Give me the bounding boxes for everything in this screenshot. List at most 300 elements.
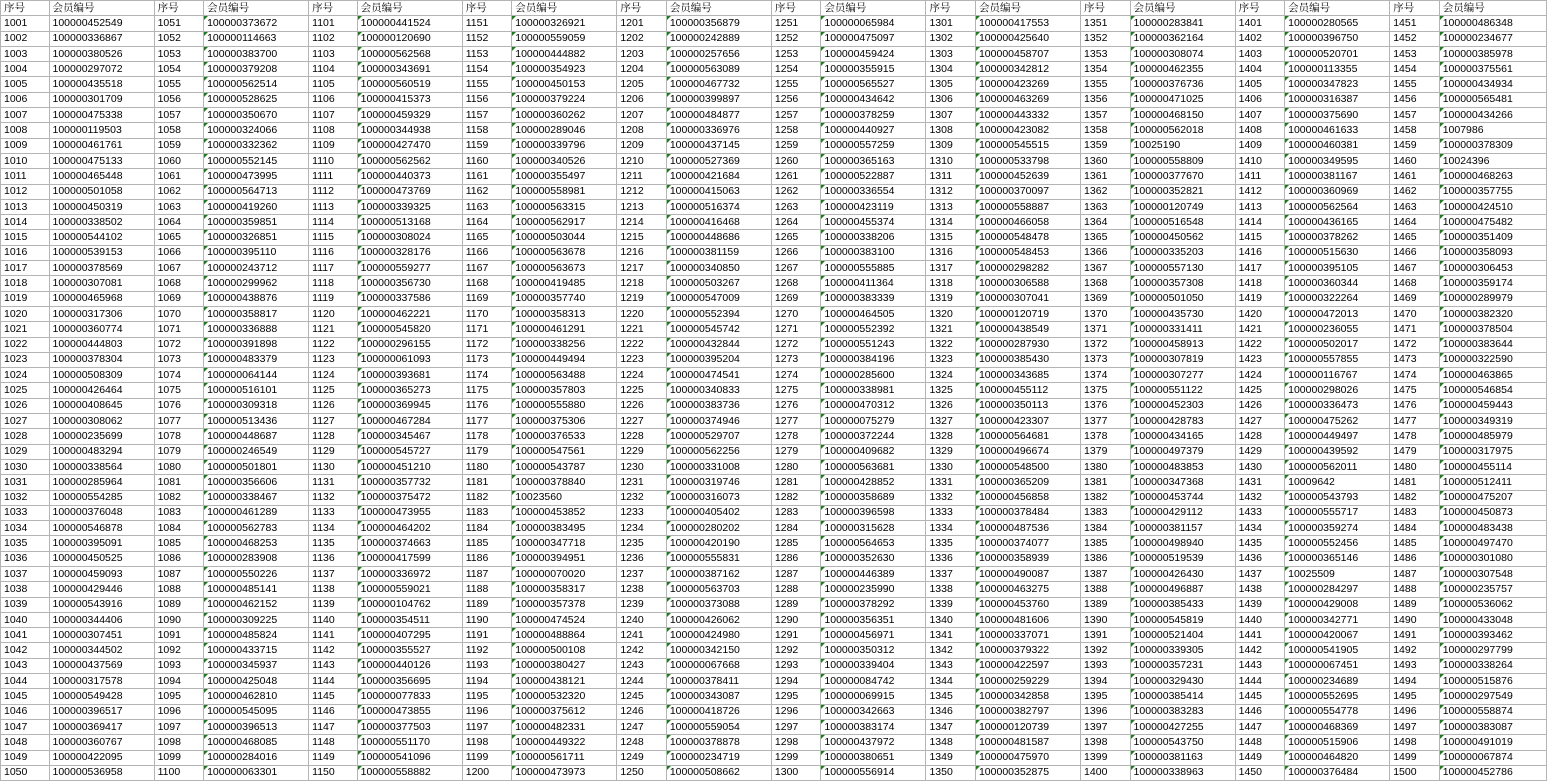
member-id-cell[interactable]: 100000372244 xyxy=(821,429,926,444)
seq-cell[interactable]: 1038 xyxy=(1,582,50,597)
seq-cell[interactable]: 1313 xyxy=(926,199,976,214)
member-id-cell[interactable]: 100000338206 xyxy=(821,230,926,245)
member-id-cell[interactable]: 100000119503 xyxy=(49,123,154,138)
seq-cell[interactable]: 1282 xyxy=(771,490,821,505)
seq-cell[interactable]: 1145 xyxy=(309,689,358,704)
member-id-cell[interactable]: 100000425048 xyxy=(204,674,309,689)
seq-cell[interactable]: 1091 xyxy=(154,628,204,643)
seq-cell[interactable]: 1320 xyxy=(926,306,976,321)
seq-cell[interactable]: 1253 xyxy=(771,46,821,61)
member-id-cell[interactable]: 100000415373 xyxy=(357,92,462,107)
seq-cell[interactable]: 1376 xyxy=(1081,398,1131,413)
member-id-cell[interactable]: 100000562011 xyxy=(1285,459,1390,474)
seq-cell[interactable]: 1381 xyxy=(1081,475,1131,490)
seq-cell[interactable]: 1406 xyxy=(1235,92,1285,107)
seq-cell[interactable]: 1437 xyxy=(1235,566,1285,581)
seq-cell[interactable]: 1479 xyxy=(1390,444,1440,459)
member-id-cell[interactable]: 100000548453 xyxy=(975,245,1080,260)
seq-cell[interactable]: 1119 xyxy=(309,291,358,306)
member-id-cell[interactable]: 100000428783 xyxy=(1130,414,1235,429)
seq-cell[interactable]: 1277 xyxy=(771,414,821,429)
seq-cell[interactable]: 1068 xyxy=(154,276,204,291)
header-seq[interactable]: 序号 xyxy=(1235,1,1285,16)
member-id-cell[interactable]: 100000349595 xyxy=(1285,153,1390,168)
seq-cell[interactable]: 1339 xyxy=(926,597,976,612)
member-id-cell[interactable]: 100000336473 xyxy=(1285,398,1390,413)
member-id-cell[interactable]: 100000352630 xyxy=(821,551,926,566)
seq-cell[interactable]: 1353 xyxy=(1081,46,1131,61)
seq-cell[interactable]: 1161 xyxy=(462,169,512,184)
seq-cell[interactable]: 1113 xyxy=(309,199,358,214)
seq-cell[interactable]: 1423 xyxy=(1235,352,1285,367)
seq-cell[interactable]: 1241 xyxy=(617,628,667,643)
member-id-cell[interactable]: 100000554778 xyxy=(1285,704,1390,719)
member-id-cell[interactable]: 100000434165 xyxy=(1130,429,1235,444)
seq-cell[interactable]: 1014 xyxy=(1,215,50,230)
seq-cell[interactable]: 1484 xyxy=(1390,521,1440,536)
member-id-cell[interactable]: 100000382320 xyxy=(1439,306,1546,321)
member-id-cell[interactable]: 100000301080 xyxy=(1439,551,1546,566)
seq-cell[interactable]: 1429 xyxy=(1235,444,1285,459)
seq-cell[interactable]: 1078 xyxy=(154,429,204,444)
member-id-cell[interactable]: 100000562562 xyxy=(357,153,462,168)
member-id-cell[interactable]: 100000337071 xyxy=(975,628,1080,643)
seq-cell[interactable]: 1099 xyxy=(154,750,204,765)
seq-cell[interactable]: 1442 xyxy=(1235,643,1285,658)
member-id-cell[interactable]: 100000562514 xyxy=(204,77,309,92)
member-id-cell[interactable]: 100000473973 xyxy=(512,765,617,780)
header-member-id[interactable]: 会员编号 xyxy=(1130,1,1235,16)
member-id-cell[interactable]: 100000543793 xyxy=(1285,490,1390,505)
member-id-cell[interactable]: 100000453760 xyxy=(975,597,1080,612)
member-id-cell[interactable]: 100000466058 xyxy=(975,215,1080,230)
member-id-cell[interactable]: 100000336972 xyxy=(357,566,462,581)
seq-cell[interactable]: 1140 xyxy=(309,612,358,627)
member-id-cell[interactable]: 100000562018 xyxy=(1130,123,1235,138)
member-id-cell[interactable]: 100000350113 xyxy=(975,398,1080,413)
seq-cell[interactable]: 1234 xyxy=(617,521,667,536)
seq-cell[interactable]: 1125 xyxy=(309,383,358,398)
header-seq[interactable]: 序号 xyxy=(1390,1,1440,16)
seq-cell[interactable]: 1186 xyxy=(462,551,512,566)
seq-cell[interactable]: 1222 xyxy=(617,337,667,352)
seq-cell[interactable]: 1491 xyxy=(1390,628,1440,643)
member-id-cell[interactable]: 100000417553 xyxy=(975,16,1080,31)
seq-cell[interactable]: 1093 xyxy=(154,658,204,673)
member-id-cell[interactable]: 100000562256 xyxy=(666,444,771,459)
seq-cell[interactable]: 1169 xyxy=(462,291,512,306)
seq-cell[interactable]: 1094 xyxy=(154,674,204,689)
seq-cell[interactable]: 1108 xyxy=(309,123,358,138)
member-id-cell[interactable]: 100000383700 xyxy=(204,46,309,61)
seq-cell[interactable]: 1416 xyxy=(1235,245,1285,260)
member-id-cell[interactable]: 100000328176 xyxy=(357,245,462,260)
seq-cell[interactable]: 1225 xyxy=(617,383,667,398)
member-id-cell[interactable]: 100000424510 xyxy=(1439,199,1546,214)
member-id-cell[interactable]: 100000064144 xyxy=(204,368,309,383)
member-id-cell[interactable]: 100000423269 xyxy=(975,77,1080,92)
member-id-cell[interactable]: 100000308024 xyxy=(357,230,462,245)
seq-cell[interactable]: 1067 xyxy=(154,261,204,276)
member-id-cell[interactable]: 100000344502 xyxy=(49,643,154,658)
member-id-cell[interactable]: 100000298026 xyxy=(1285,383,1390,398)
seq-cell[interactable]: 1064 xyxy=(154,215,204,230)
member-id-cell[interactable]: 100000067668 xyxy=(666,658,771,673)
seq-cell[interactable]: 1417 xyxy=(1235,261,1285,276)
seq-cell[interactable]: 1303 xyxy=(926,46,976,61)
member-id-cell[interactable]: 100000374663 xyxy=(357,536,462,551)
seq-cell[interactable]: 1009 xyxy=(1,138,50,153)
member-id-cell[interactable]: 100000360969 xyxy=(1285,184,1390,199)
member-id-cell[interactable]: 100000439592 xyxy=(1285,444,1390,459)
seq-cell[interactable]: 1114 xyxy=(309,215,358,230)
seq-cell[interactable]: 1267 xyxy=(771,261,821,276)
seq-cell[interactable]: 1135 xyxy=(309,536,358,551)
member-id-cell[interactable]: 100000376736 xyxy=(1130,77,1235,92)
member-id-cell[interactable]: 100000338264 xyxy=(1439,658,1546,673)
member-id-cell[interactable]: 100000362164 xyxy=(1130,31,1235,46)
seq-cell[interactable]: 1374 xyxy=(1081,368,1131,383)
member-id-cell[interactable]: 100000461289 xyxy=(204,505,309,520)
seq-cell[interactable]: 1291 xyxy=(771,628,821,643)
member-id-cell[interactable]: 100000383283 xyxy=(1130,704,1235,719)
seq-cell[interactable]: 1409 xyxy=(1235,138,1285,153)
seq-cell[interactable]: 1095 xyxy=(154,689,204,704)
seq-cell[interactable]: 1438 xyxy=(1235,582,1285,597)
member-id-cell[interactable]: 100000513436 xyxy=(204,414,309,429)
seq-cell[interactable]: 1199 xyxy=(462,750,512,765)
seq-cell[interactable]: 1470 xyxy=(1390,306,1440,321)
member-id-cell[interactable]: 100000475482 xyxy=(1439,215,1546,230)
seq-cell[interactable]: 1337 xyxy=(926,566,976,581)
member-id-cell[interactable]: 100000360344 xyxy=(1285,276,1390,291)
member-id-cell[interactable]: 100000308062 xyxy=(49,414,154,429)
member-id-cell[interactable]: 100000063301 xyxy=(204,765,309,780)
member-id-cell[interactable]: 100000429446 xyxy=(49,582,154,597)
seq-cell[interactable]: 1190 xyxy=(462,612,512,627)
member-id-cell[interactable]: 100000503267 xyxy=(666,276,771,291)
member-id-cell[interactable]: 100000422095 xyxy=(49,750,154,765)
seq-cell[interactable]: 1500 xyxy=(1390,765,1440,780)
seq-cell[interactable]: 1450 xyxy=(1235,765,1285,780)
seq-cell[interactable]: 1289 xyxy=(771,597,821,612)
member-id-cell[interactable]: 100000385978 xyxy=(1439,46,1546,61)
member-id-cell[interactable]: 100000501050 xyxy=(1130,291,1235,306)
header-seq[interactable]: 序号 xyxy=(309,1,358,16)
seq-cell[interactable]: 1007 xyxy=(1,108,50,123)
member-id-cell[interactable]: 100000562783 xyxy=(204,521,309,536)
header-seq[interactable]: 序号 xyxy=(462,1,512,16)
member-id-cell[interactable]: 100000545727 xyxy=(357,444,462,459)
member-id-cell[interactable]: 100000528625 xyxy=(204,92,309,107)
seq-cell[interactable]: 1191 xyxy=(462,628,512,643)
member-id-cell[interactable]: 100000373672 xyxy=(204,16,309,31)
seq-cell[interactable]: 1243 xyxy=(617,658,667,673)
member-id-cell[interactable]: 1007986 xyxy=(1439,123,1546,138)
seq-cell[interactable]: 1260 xyxy=(771,153,821,168)
member-id-cell[interactable]: 100000393681 xyxy=(357,368,462,383)
member-id-cell[interactable]: 100000440126 xyxy=(357,658,462,673)
seq-cell[interactable]: 1276 xyxy=(771,398,821,413)
member-id-cell[interactable]: 100000532320 xyxy=(512,689,617,704)
member-id-cell[interactable]: 100000464202 xyxy=(357,521,462,536)
seq-cell[interactable]: 1073 xyxy=(154,352,204,367)
seq-cell[interactable]: 1213 xyxy=(617,199,667,214)
member-id-cell[interactable]: 100000350670 xyxy=(204,108,309,123)
member-id-cell[interactable]: 10025190 xyxy=(1130,138,1235,153)
seq-cell[interactable]: 1434 xyxy=(1235,521,1285,536)
seq-cell[interactable]: 1413 xyxy=(1235,199,1285,214)
seq-cell[interactable]: 1116 xyxy=(309,245,358,260)
seq-cell[interactable]: 1494 xyxy=(1390,674,1440,689)
seq-cell[interactable]: 1082 xyxy=(154,490,204,505)
seq-cell[interactable]: 1420 xyxy=(1235,306,1285,321)
seq-cell[interactable]: 1305 xyxy=(926,77,976,92)
seq-cell[interactable]: 1013 xyxy=(1,199,50,214)
member-id-cell[interactable]: 100000383644 xyxy=(1439,337,1546,352)
member-id-cell[interactable]: 100000521404 xyxy=(1130,628,1235,643)
seq-cell[interactable]: 1371 xyxy=(1081,322,1131,337)
member-id-cell[interactable]: 100000472013 xyxy=(1285,306,1390,321)
seq-cell[interactable]: 1210 xyxy=(617,153,667,168)
member-id-cell[interactable]: 100000359851 xyxy=(204,215,309,230)
member-id-cell[interactable]: 100000336554 xyxy=(821,184,926,199)
seq-cell[interactable]: 1165 xyxy=(462,230,512,245)
seq-cell[interactable]: 1366 xyxy=(1081,245,1131,260)
member-id-cell[interactable]: 100000283841 xyxy=(1130,16,1235,31)
seq-cell[interactable]: 1238 xyxy=(617,582,667,597)
member-id-cell[interactable]: 100000243712 xyxy=(204,261,309,276)
seq-cell[interactable]: 1475 xyxy=(1390,383,1440,398)
seq-cell[interactable]: 1208 xyxy=(617,123,667,138)
member-id-cell[interactable]: 100000339325 xyxy=(357,199,462,214)
seq-cell[interactable]: 1375 xyxy=(1081,383,1131,398)
member-id-cell[interactable]: 100000307548 xyxy=(1439,566,1546,581)
member-id-cell[interactable]: 100000437145 xyxy=(666,138,771,153)
member-id-cell[interactable]: 100000563703 xyxy=(666,582,771,597)
member-id-cell[interactable]: 100000551243 xyxy=(821,337,926,352)
seq-cell[interactable]: 1321 xyxy=(926,322,976,337)
member-id-cell[interactable]: 100000452549 xyxy=(49,16,154,31)
member-id-cell[interactable]: 100000357231 xyxy=(1130,658,1235,673)
seq-cell[interactable]: 1175 xyxy=(462,383,512,398)
seq-cell[interactable]: 1331 xyxy=(926,475,976,490)
seq-cell[interactable]: 1287 xyxy=(771,566,821,581)
seq-cell[interactable]: 1457 xyxy=(1390,108,1440,123)
seq-cell[interactable]: 1022 xyxy=(1,337,50,352)
member-id-cell[interactable]: 100000383174 xyxy=(821,719,926,734)
seq-cell[interactable]: 1327 xyxy=(926,414,976,429)
seq-cell[interactable]: 1066 xyxy=(154,245,204,260)
member-id-cell[interactable]: 100000498940 xyxy=(1130,536,1235,551)
seq-cell[interactable]: 1292 xyxy=(771,643,821,658)
seq-cell[interactable]: 1324 xyxy=(926,368,976,383)
seq-cell[interactable]: 1209 xyxy=(617,138,667,153)
member-id-cell[interactable]: 100000352875 xyxy=(975,765,1080,780)
seq-cell[interactable]: 1047 xyxy=(1,719,50,734)
member-id-cell[interactable]: 100000444803 xyxy=(49,337,154,352)
member-id-cell[interactable]: 100000297799 xyxy=(1439,643,1546,658)
member-id-cell[interactable]: 100000416468 xyxy=(666,215,771,230)
seq-cell[interactable]: 1005 xyxy=(1,77,50,92)
seq-cell[interactable]: 1220 xyxy=(617,306,667,321)
seq-cell[interactable]: 1235 xyxy=(617,536,667,551)
seq-cell[interactable]: 1336 xyxy=(926,551,976,566)
seq-cell[interactable]: 1397 xyxy=(1081,719,1131,734)
member-id-cell[interactable]: 100000376533 xyxy=(512,429,617,444)
member-id-cell[interactable]: 100000287930 xyxy=(975,337,1080,352)
member-id-cell[interactable]: 100000563089 xyxy=(666,62,771,77)
seq-cell[interactable]: 1433 xyxy=(1235,505,1285,520)
seq-cell[interactable]: 1334 xyxy=(926,521,976,536)
seq-cell[interactable]: 1183 xyxy=(462,505,512,520)
seq-cell[interactable]: 1468 xyxy=(1390,276,1440,291)
seq-cell[interactable]: 1480 xyxy=(1390,459,1440,474)
seq-cell[interactable]: 1297 xyxy=(771,719,821,734)
seq-cell[interactable]: 1255 xyxy=(771,77,821,92)
member-id-cell[interactable]: 100000419260 xyxy=(204,199,309,214)
seq-cell[interactable]: 1359 xyxy=(1081,138,1131,153)
member-id-cell[interactable]: 100000461291 xyxy=(512,322,617,337)
member-id-cell[interactable]: 100000473955 xyxy=(357,505,462,520)
seq-cell[interactable]: 1478 xyxy=(1390,429,1440,444)
member-id-cell[interactable]: 100000360767 xyxy=(49,735,154,750)
member-id-cell[interactable]: 100000423082 xyxy=(975,123,1080,138)
member-id-cell[interactable]: 100000516548 xyxy=(1130,215,1235,230)
member-id-cell[interactable]: 100000424980 xyxy=(666,628,771,643)
seq-cell[interactable]: 1017 xyxy=(1,261,50,276)
member-id-cell[interactable]: 100000490087 xyxy=(975,566,1080,581)
member-id-cell[interactable]: 100000474524 xyxy=(512,612,617,627)
member-id-cell[interactable]: 100000429008 xyxy=(1285,597,1390,612)
member-id-cell[interactable]: 100000555831 xyxy=(666,551,771,566)
seq-cell[interactable]: 1202 xyxy=(617,31,667,46)
seq-cell[interactable]: 1026 xyxy=(1,398,50,413)
member-id-cell[interactable]: 100000289046 xyxy=(512,123,617,138)
seq-cell[interactable]: 1262 xyxy=(771,184,821,199)
member-id-cell[interactable]: 100000503044 xyxy=(512,230,617,245)
seq-cell[interactable]: 1077 xyxy=(154,414,204,429)
seq-cell[interactable]: 1342 xyxy=(926,643,976,658)
member-id-cell[interactable]: 100000342150 xyxy=(666,643,771,658)
member-id-cell[interactable]: 100000488864 xyxy=(512,628,617,643)
seq-cell[interactable]: 1128 xyxy=(309,429,358,444)
seq-cell[interactable]: 1177 xyxy=(462,414,512,429)
seq-cell[interactable]: 1136 xyxy=(309,551,358,566)
seq-cell[interactable]: 1488 xyxy=(1390,582,1440,597)
seq-cell[interactable]: 1072 xyxy=(154,337,204,352)
member-id-cell[interactable]: 100000559021 xyxy=(357,582,462,597)
seq-cell[interactable]: 1430 xyxy=(1235,459,1285,474)
seq-cell[interactable]: 1403 xyxy=(1235,46,1285,61)
seq-cell[interactable]: 1304 xyxy=(926,62,976,77)
seq-cell[interactable]: 1012 xyxy=(1,184,50,199)
member-id-cell[interactable]: 100000381167 xyxy=(1285,169,1390,184)
seq-cell[interactable]: 1293 xyxy=(771,658,821,673)
member-id-cell[interactable]: 100000515630 xyxy=(1285,245,1390,260)
member-id-cell[interactable]: 100000547561 xyxy=(512,444,617,459)
seq-cell[interactable]: 1365 xyxy=(1081,230,1131,245)
seq-cell[interactable]: 1421 xyxy=(1235,322,1285,337)
member-id-cell[interactable]: 100000408645 xyxy=(49,398,154,413)
member-id-cell[interactable]: 100000326921 xyxy=(512,16,617,31)
seq-cell[interactable]: 1308 xyxy=(926,123,976,138)
seq-cell[interactable]: 1030 xyxy=(1,459,50,474)
member-id-cell[interactable]: 100000409682 xyxy=(821,444,926,459)
member-id-cell[interactable]: 100000564653 xyxy=(821,536,926,551)
seq-cell[interactable]: 1272 xyxy=(771,337,821,352)
seq-cell[interactable]: 1344 xyxy=(926,674,976,689)
member-id-cell[interactable]: 100000464820 xyxy=(1285,750,1390,765)
seq-cell[interactable]: 1083 xyxy=(154,505,204,520)
seq-cell[interactable]: 1448 xyxy=(1235,735,1285,750)
member-id-cell[interactable]: 100000354923 xyxy=(512,62,617,77)
seq-cell[interactable]: 1299 xyxy=(771,750,821,765)
seq-cell[interactable]: 1126 xyxy=(309,398,358,413)
seq-cell[interactable]: 1499 xyxy=(1390,750,1440,765)
member-id-cell[interactable]: 100000473855 xyxy=(357,704,462,719)
seq-cell[interactable]: 1120 xyxy=(309,306,358,321)
header-member-id[interactable]: 会员编号 xyxy=(975,1,1080,16)
header-seq[interactable]: 序号 xyxy=(771,1,821,16)
seq-cell[interactable]: 1465 xyxy=(1390,230,1440,245)
seq-cell[interactable]: 1329 xyxy=(926,444,976,459)
seq-cell[interactable]: 1043 xyxy=(1,658,50,673)
seq-cell[interactable]: 1432 xyxy=(1235,490,1285,505)
member-id-cell[interactable]: 100000369417 xyxy=(49,719,154,734)
member-id-cell[interactable]: 100000399897 xyxy=(666,92,771,107)
seq-cell[interactable]: 1245 xyxy=(617,689,667,704)
member-id-cell[interactable]: 100000370097 xyxy=(975,184,1080,199)
member-id-cell[interactable]: 100000317306 xyxy=(49,306,154,321)
seq-cell[interactable]: 1217 xyxy=(617,261,667,276)
seq-cell[interactable]: 1453 xyxy=(1390,46,1440,61)
member-id-cell[interactable]: 100000551170 xyxy=(357,735,462,750)
member-id-cell[interactable]: 100000548478 xyxy=(975,230,1080,245)
member-id-cell[interactable]: 100000550226 xyxy=(204,566,309,581)
seq-cell[interactable]: 1152 xyxy=(462,31,512,46)
seq-cell[interactable]: 1326 xyxy=(926,398,976,413)
member-id-cell[interactable]: 100000508309 xyxy=(49,368,154,383)
seq-cell[interactable]: 1333 xyxy=(926,505,976,520)
member-id-cell[interactable]: 100000077833 xyxy=(357,689,462,704)
member-id-cell[interactable]: 100000324066 xyxy=(204,123,309,138)
member-id-cell[interactable]: 100000113355 xyxy=(1285,62,1390,77)
seq-cell[interactable]: 1343 xyxy=(926,658,976,673)
member-id-cell[interactable]: 100000381157 xyxy=(1130,521,1235,536)
member-id-cell[interactable]: 100000357732 xyxy=(357,475,462,490)
member-id-cell[interactable]: 100000259229 xyxy=(975,674,1080,689)
member-id-cell[interactable]: 100000446389 xyxy=(821,566,926,581)
member-id-cell[interactable]: 100000437972 xyxy=(821,735,926,750)
member-id-cell[interactable]: 100000500108 xyxy=(512,643,617,658)
member-id-cell[interactable]: 100000419485 xyxy=(512,276,617,291)
seq-cell[interactable]: 1482 xyxy=(1390,490,1440,505)
seq-cell[interactable]: 1266 xyxy=(771,245,821,260)
seq-cell[interactable]: 1323 xyxy=(926,352,976,367)
member-id-cell[interactable]: 100000322264 xyxy=(1285,291,1390,306)
member-id-cell[interactable]: 100000545820 xyxy=(357,322,462,337)
member-id-cell[interactable]: 100000544102 xyxy=(49,230,154,245)
seq-cell[interactable]: 1192 xyxy=(462,643,512,658)
seq-cell[interactable]: 1306 xyxy=(926,92,976,107)
member-id-cell[interactable]: 100000545819 xyxy=(1130,612,1235,627)
member-id-cell[interactable]: 100000344938 xyxy=(357,123,462,138)
member-id-cell[interactable]: 100000486348 xyxy=(1439,16,1546,31)
seq-cell[interactable]: 1389 xyxy=(1081,597,1131,612)
seq-cell[interactable]: 1288 xyxy=(771,582,821,597)
seq-cell[interactable]: 1051 xyxy=(154,16,204,31)
